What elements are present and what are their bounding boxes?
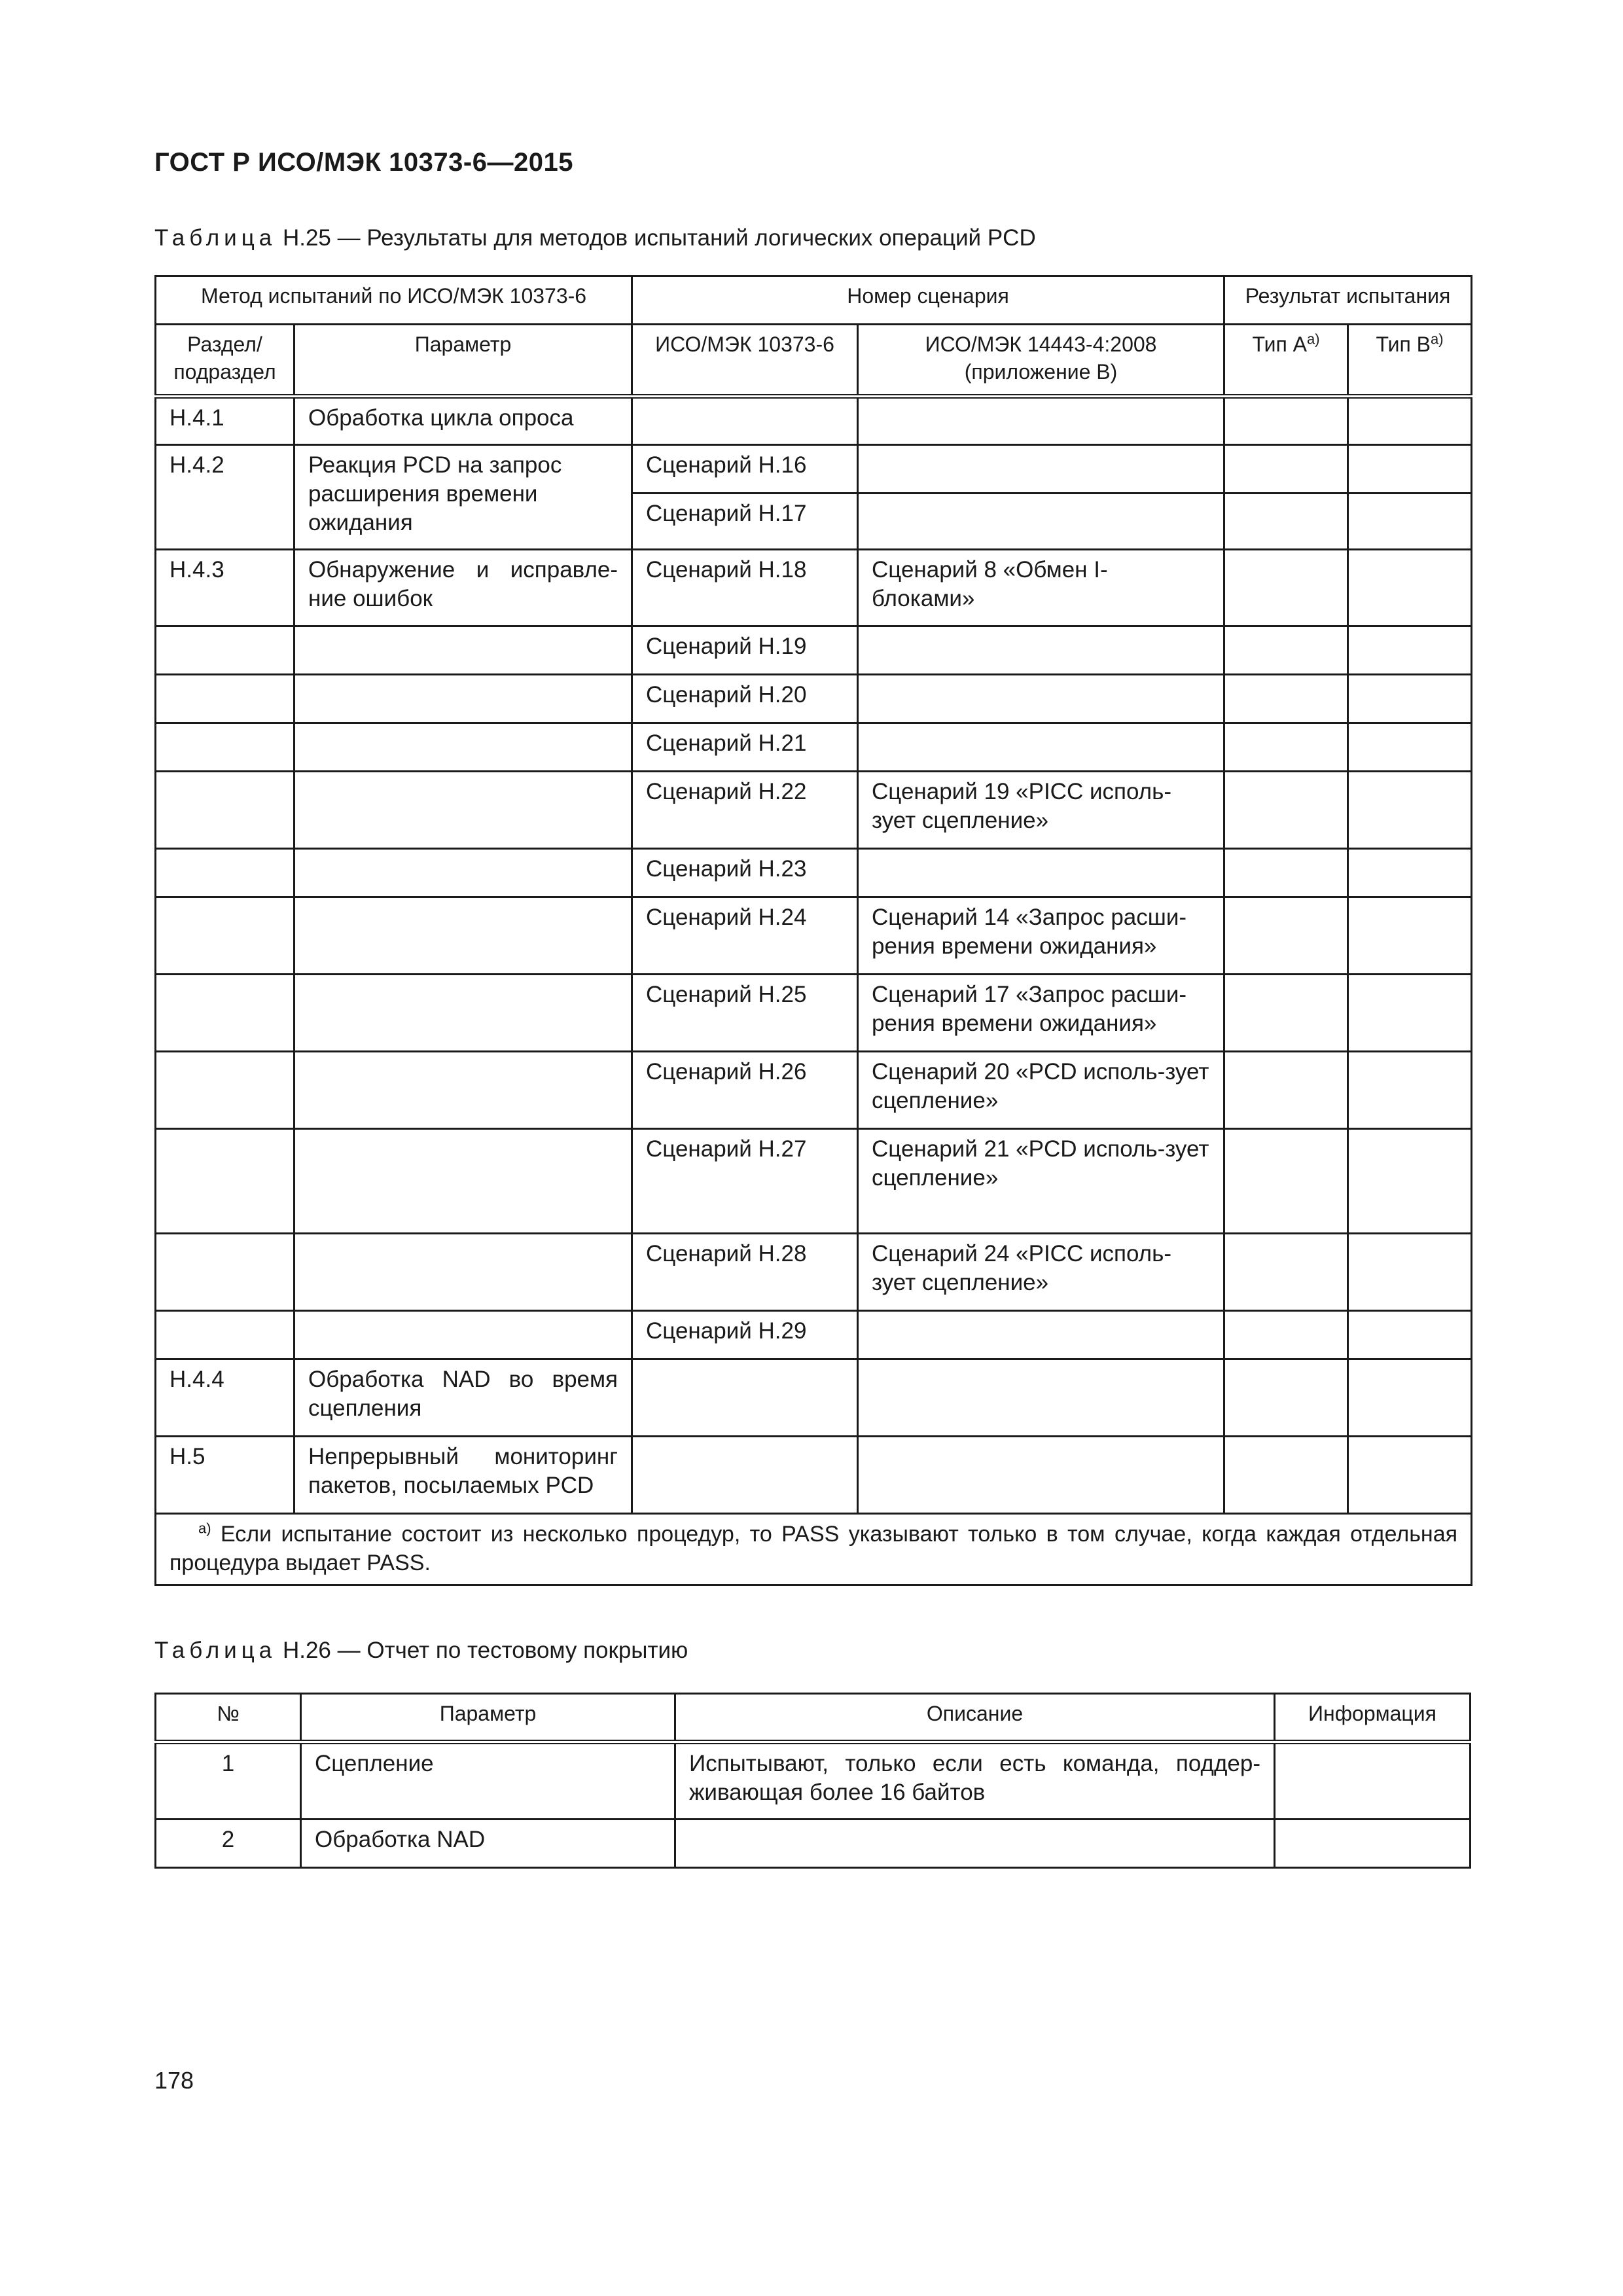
header-type-b-footnote-mark: a)	[1431, 331, 1444, 348]
header-type-a-footnote-mark: a)	[1307, 331, 1320, 348]
section-cell	[156, 1052, 294, 1129]
type-a-cell	[1224, 550, 1348, 626]
iso-10373-cell: Сценарий H.23	[632, 849, 858, 897]
table-row	[156, 445, 1472, 493]
iso-10373-cell: Сценарий H.25	[632, 975, 858, 1052]
parameter-cell	[294, 723, 632, 772]
table-row	[156, 723, 1472, 772]
header-section: Раздел/ подраздел	[156, 325, 294, 397]
page-number: 178	[154, 2067, 194, 2094]
type-a-cell	[1224, 723, 1348, 772]
iso-14443-cell: Сценарий 8 «Обмен I-блоками»	[858, 550, 1224, 626]
header-iso-10373: ИСО/МЭК 10373-6	[632, 325, 858, 397]
iso-10373-cell: Сценарий H.19	[632, 626, 858, 675]
iso-10373-cell: Сценарий H.29	[632, 1311, 858, 1359]
parameter-cell	[294, 626, 632, 675]
type-a-cell	[1224, 1129, 1348, 1234]
header-type-b-label: Тип B	[1376, 332, 1431, 356]
table-row	[156, 626, 1472, 675]
iso-14443-cell	[858, 493, 1224, 550]
table-row	[156, 1311, 1472, 1359]
section-cell: H.4.3	[156, 550, 294, 626]
section-cell	[156, 723, 294, 772]
iso-14443-cell: Сценарий 14 «Запрос расши-рения времени ожидания»	[858, 897, 1224, 975]
iso-10373-cell	[632, 1437, 858, 1514]
type-b-cell	[1348, 550, 1472, 626]
type-a-cell	[1224, 1052, 1348, 1129]
table-26-header-row	[156, 1694, 1471, 1742]
section-cell: H.5	[156, 1437, 294, 1514]
parameter-cell	[294, 849, 632, 897]
table-row	[156, 1129, 1472, 1234]
section-cell: H.4.4	[156, 1359, 294, 1437]
iso-10373-cell	[632, 1359, 858, 1437]
table-row	[156, 1234, 1472, 1311]
iso-10373-cell: Сценарий H.28	[632, 1234, 858, 1311]
iso-10373-cell: Сценарий H.21	[632, 723, 858, 772]
type-b-cell	[1348, 397, 1472, 445]
type-a-cell	[1224, 897, 1348, 975]
type-a-cell	[1224, 445, 1348, 493]
type-b-cell	[1348, 1359, 1472, 1437]
header-parameter: Параметр	[294, 325, 632, 397]
table-25-caption-prefix: Таблица	[154, 225, 277, 251]
type-a-cell	[1224, 675, 1348, 723]
section-cell	[156, 975, 294, 1052]
header-information: Информация	[1275, 1694, 1471, 1742]
table-row	[156, 1820, 1471, 1868]
iso-14443-cell	[858, 1359, 1224, 1437]
type-b-cell	[1348, 897, 1472, 975]
parameter-cell: Сцепление	[301, 1742, 675, 1820]
type-b-cell	[1348, 975, 1472, 1052]
footnote-mark: a)	[198, 1520, 211, 1537]
type-b-cell	[1348, 626, 1472, 675]
table-row	[156, 772, 1472, 849]
section-cell	[156, 626, 294, 675]
table-row	[156, 397, 1472, 445]
header-type-a	[1224, 325, 1348, 397]
section-cell: H.4.1	[156, 397, 294, 445]
type-b-cell	[1348, 1437, 1472, 1514]
header-method: Метод испытаний по ИСО/МЭК 10373-6	[156, 276, 632, 325]
type-b-cell	[1348, 772, 1472, 849]
section-cell: H.4.2	[156, 445, 294, 550]
type-a-cell	[1224, 626, 1348, 675]
type-b-cell	[1348, 723, 1472, 772]
type-a-cell	[1224, 975, 1348, 1052]
iso-14443-cell	[858, 397, 1224, 445]
iso-10373-cell: Сценарий H.26	[632, 1052, 858, 1129]
table-26-caption	[154, 1638, 688, 1664]
type-b-cell	[1348, 849, 1472, 897]
iso-10373-cell: Сценарий H.24	[632, 897, 858, 975]
table-25	[154, 275, 1472, 1586]
iso-10373-cell: Сценарий H.22	[632, 772, 858, 849]
header-description: Описание	[675, 1694, 1275, 1742]
section-cell	[156, 897, 294, 975]
iso-14443-cell	[858, 675, 1224, 723]
parameter-cell: Обработка NAD	[301, 1820, 675, 1868]
parameter-cell: Непрерывный мониторинг пакетов, посылаемых PCD	[294, 1437, 632, 1514]
table-25-header-row-2	[156, 325, 1472, 397]
footnote-text: Если испытание состоит из несколько процедур, то PASS указывают только в том случае, когда каждая отдельная процедура выдает PASS.	[169, 1522, 1458, 1575]
table-26	[154, 1693, 1471, 1869]
section-cell	[156, 1311, 294, 1359]
section-cell	[156, 849, 294, 897]
parameter-cell: Обработка NAD во время сцепления	[294, 1359, 632, 1437]
type-b-cell	[1348, 445, 1472, 493]
table-25-footnote-row	[156, 1514, 1472, 1585]
iso-14443-cell	[858, 723, 1224, 772]
information-cell	[1275, 1820, 1471, 1868]
header-scenario-number: Номер сценария	[632, 276, 1224, 325]
description-cell	[675, 1820, 1275, 1868]
type-a-cell	[1224, 772, 1348, 849]
table-row	[156, 975, 1472, 1052]
iso-10373-cell: Сценарий H.17	[632, 493, 858, 550]
parameter-cell: Обработка цикла опроса	[294, 397, 632, 445]
type-a-cell	[1224, 1359, 1348, 1437]
type-b-cell	[1348, 675, 1472, 723]
type-a-cell	[1224, 1437, 1348, 1514]
table-row	[156, 675, 1472, 723]
parameter-cell	[294, 1052, 632, 1129]
iso-10373-cell: Сценарий H.18	[632, 550, 858, 626]
table-26-caption-prefix: Таблица	[154, 1638, 277, 1663]
table-25-caption	[154, 225, 1036, 251]
type-b-cell	[1348, 1052, 1472, 1129]
header-iso-14443: ИСО/МЭК 14443-4:2008 (приложение B)	[858, 325, 1224, 397]
table-25-footnote	[156, 1514, 1472, 1585]
parameter-cell: Реакция PCD на запрос расширения времени ожидания	[294, 445, 632, 550]
type-a-cell	[1224, 1311, 1348, 1359]
iso-10373-cell: Сценарий H.20	[632, 675, 858, 723]
type-a-cell	[1224, 1234, 1348, 1311]
description-cell: Испытывают, только если есть команда, поддер-живающая более 16 байтов	[675, 1742, 1275, 1820]
iso-14443-cell: Сценарий 19 «PICC исполь-зует сцепление»	[858, 772, 1224, 849]
type-a-cell	[1224, 397, 1348, 445]
iso-10373-cell: Сценарий H.27	[632, 1129, 858, 1234]
type-b-cell	[1348, 493, 1472, 550]
parameter-cell	[294, 1234, 632, 1311]
iso-14443-cell: Сценарий 24 «PICC исполь-зует сцепление»	[858, 1234, 1224, 1311]
iso-14443-cell	[858, 1311, 1224, 1359]
type-b-cell	[1348, 1311, 1472, 1359]
table-row	[156, 849, 1472, 897]
iso-10373-cell: Сценарий H.16	[632, 445, 858, 493]
section-cell	[156, 772, 294, 849]
table-25-caption-text: Н.25 — Результаты для методов испытаний логических операций PCD	[282, 225, 1036, 251]
parameter-cell	[294, 897, 632, 975]
iso-14443-cell	[858, 849, 1224, 897]
table-row	[156, 1437, 1472, 1514]
header-test-result: Результат испытания	[1224, 276, 1472, 325]
table-26-caption-text: Н.26 — Отчет по тестовому покрытию	[282, 1638, 688, 1663]
parameter-cell	[294, 1311, 632, 1359]
type-a-cell	[1224, 849, 1348, 897]
parameter-cell	[294, 772, 632, 849]
header-number: №	[156, 1694, 301, 1742]
type-b-cell	[1348, 1234, 1472, 1311]
section-cell	[156, 1129, 294, 1234]
iso-14443-cell	[858, 445, 1224, 493]
table-25-header-row-1	[156, 276, 1472, 325]
number-cell: 2	[156, 1820, 301, 1868]
parameter-cell: Обнаружение и исправле-ние ошибок	[294, 550, 632, 626]
information-cell	[1275, 1742, 1471, 1820]
iso-14443-cell	[858, 1437, 1224, 1514]
parameter-cell	[294, 975, 632, 1052]
table-row	[156, 1742, 1471, 1820]
iso-14443-cell: Сценарий 20 «PCD исполь-зует сцепление»	[858, 1052, 1224, 1129]
type-a-cell	[1224, 493, 1348, 550]
header-parameter: Параметр	[301, 1694, 675, 1742]
type-b-cell	[1348, 1129, 1472, 1234]
iso-14443-cell: Сценарий 17 «Запрос расши-рения времени ожидания»	[858, 975, 1224, 1052]
iso-14443-cell: Сценарий 21 «PCD исполь-зует сцепление»	[858, 1129, 1224, 1234]
number-cell: 1	[156, 1742, 301, 1820]
table-row	[156, 1052, 1472, 1129]
header-type-b	[1348, 325, 1472, 397]
table-row	[156, 897, 1472, 975]
table-row	[156, 1359, 1472, 1437]
iso-14443-cell	[858, 626, 1224, 675]
table-row	[156, 550, 1472, 626]
section-cell	[156, 1234, 294, 1311]
document-header: ГОСТ Р ИСО/МЭК 10373-6—2015	[154, 148, 573, 177]
iso-10373-cell	[632, 397, 858, 445]
header-type-a-label: Тип A	[1252, 332, 1308, 356]
parameter-cell	[294, 675, 632, 723]
section-cell	[156, 675, 294, 723]
parameter-cell	[294, 1129, 632, 1234]
